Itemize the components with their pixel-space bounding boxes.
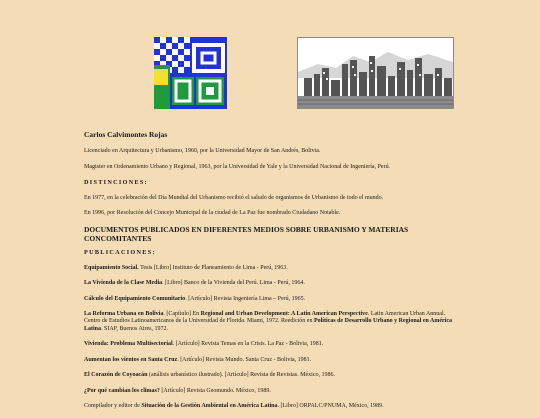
publication-item: La Reforma Urbana en Bolivia. [Capítulo] En Regional and Urban Development: A Latin American Perspective. Latin American Urban Annual. Centro de Estudios Latinoamericanos de la Universidad de Florida. Miami, 1972. Reedición en Políticas de Desarrollo Urbano y Regional en América Latina. SIAP, Buenos Aires, 1972. bbox=[84, 311, 452, 332]
publication-item: El Corazón de Coyoacán (análisis urbanístico ilustrado). [Artículo] Revista de Revistas. México, 1986. bbox=[84, 372, 335, 379]
author-name: Carlos Calvimontes Rojas bbox=[84, 130, 168, 139]
publication-item: Compilador y editor de Situación de la Gestión Ambiental en América Latina. [Libro] ORPALC/PNUMA, México, 1989. bbox=[84, 402, 384, 409]
publications-heading: PUBLICACIONES: bbox=[84, 249, 156, 257]
publication-item: Cálculo del Equipamiento Comunitario. [Artículo] Revista Ingeniería Lima – Perú, 1965. bbox=[84, 295, 306, 302]
distinction-2: En 1996, por Resolución del Concejo Municipal de la ciudad de La Paz fue nombrado Ciudadano Notable. bbox=[84, 210, 341, 217]
publication-item: Equipamiento Social. Tesis [Libro] Instituto de Planeamiento de Lima - Perú, 1963. bbox=[84, 264, 288, 271]
distinctions-heading: DISTINCIONES: bbox=[84, 179, 149, 187]
city-skyline-sketch bbox=[297, 37, 454, 109]
publication-item: ¿Por qué cambian los climas? [Artículo] Revista Geomundo. México, 1989. bbox=[84, 387, 271, 394]
publication-item: Vivienda: Problema Multisectorial. [Artículo] Revista Temas en la Crisis. La Paz - Bolivia, 1981. bbox=[84, 341, 324, 348]
documents-heading: DOCUMENTOS PUBLICADOS EN DIFERENTES MEDIOS SOBRE URBANISMO Y MATERIAS CONCOMITANTES bbox=[84, 225, 409, 244]
degree-1: Licenciado en Arquitectura y Urbanismo, 1960, por la Universidad Mayor de San Andrés, Bolivia. bbox=[84, 148, 321, 155]
publication-item: La Vivienda de la Clase Media. [Libro] Banco de la Vivienda del Perú. Lima - Perú, 1964. bbox=[84, 280, 305, 287]
degree-2: Magister en Ordenamiento Urbano y Regional, 1963, por la Universidad de Yale y la Universidad Nacional de Ingeniería, Perú. bbox=[84, 163, 391, 170]
checkered-logo bbox=[154, 37, 227, 109]
publication-item: Aumentan los vientos en Santa Cruz. [Artículo] Revista Mundo. Santa Cruz - Bolivia, 1981. bbox=[84, 356, 312, 363]
main-content bbox=[84, 131, 456, 418]
distinction-1: En 1977, en la celebración del Día Mundial del Urbanismo recibió el saludo de organismos de Urbanismo de todo el mundo. bbox=[84, 194, 384, 201]
